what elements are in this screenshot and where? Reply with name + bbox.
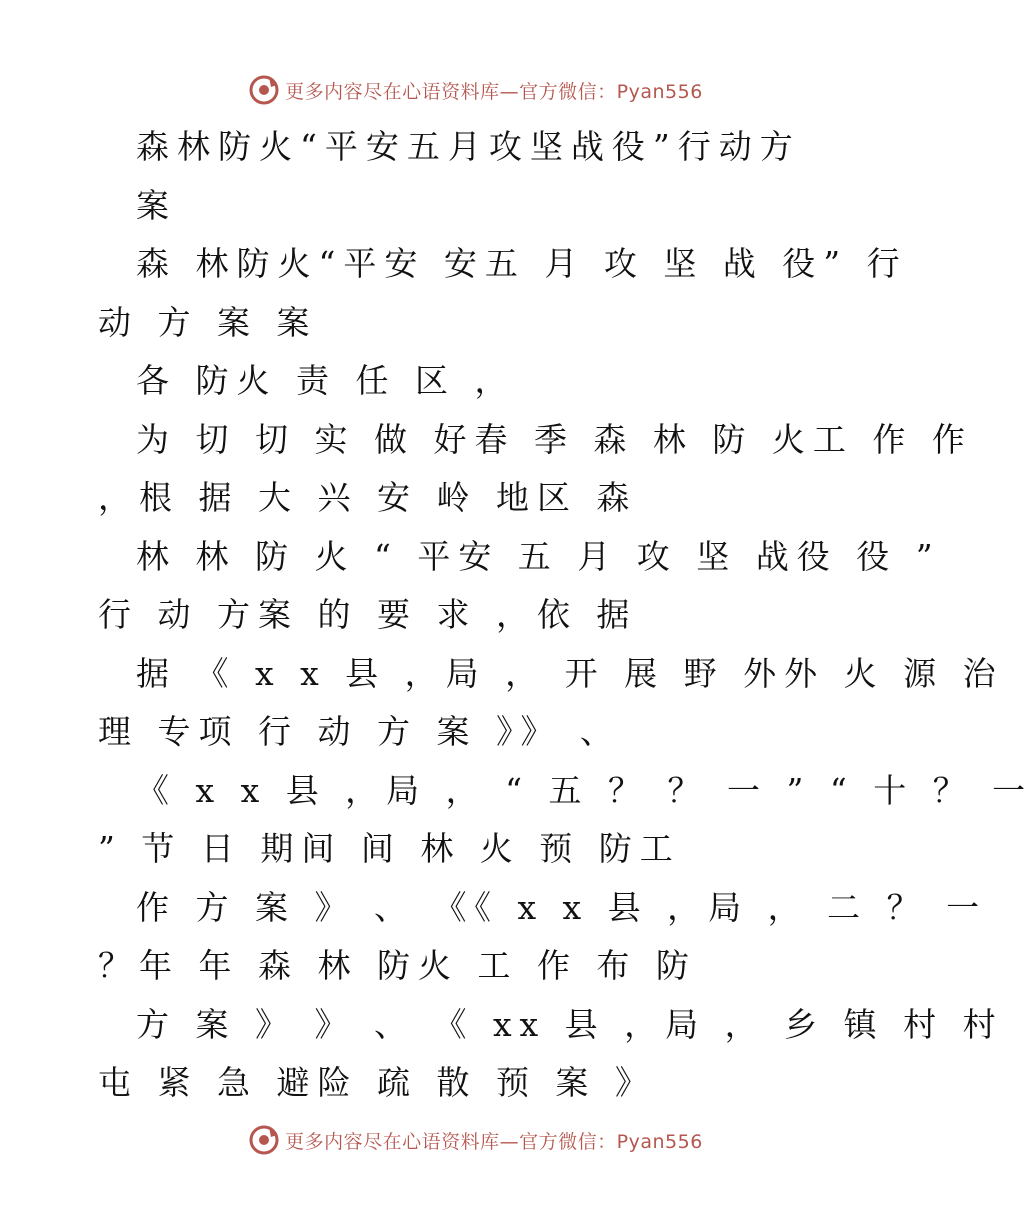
text-line: 《 x x 县 ，局 ， “ 五 ？ ？ 一 ” “ 十 ？ 一 — [136, 770, 1033, 810]
pen-circle-logo-icon — [247, 73, 281, 107]
text-line: 行 动 方案 的 要 求 ，依 据 — [98, 595, 638, 634]
document-body — [98, 118, 1033, 1113]
text-line: 森 林防火“平安 安五 月 攻 坚 战 役” 行 — [136, 244, 908, 283]
text-line: 各 防火 责 任 区 ， — [136, 361, 516, 400]
text-line: 屯 紧 急 避险 疏 散 预 案 》 — [98, 1063, 656, 1102]
pen-circle-logo-icon — [247, 1123, 281, 1157]
text-line: 理 专项 行 动 方 案 》》 、 — [98, 712, 621, 751]
header-watermark — [0, 72, 950, 108]
text-line: 林 林 防 火 “ 平安 五 月 攻 坚 战役 役 ” — [136, 536, 941, 576]
text-line: ，根 据 大 兴 安 岭 地区 森 — [98, 478, 638, 517]
watermark-text: 更多内容尽在心语资料库—官方微信：Pyan556 — [285, 80, 703, 103]
text-line: ？年 年 森 林 防火 工 作 布 防 — [98, 946, 697, 985]
text-line: 森林防火“平安五月攻坚战役”行动方 — [136, 127, 801, 166]
footer-watermark — [0, 1122, 950, 1158]
text-line: 动 方 案 案 — [98, 302, 318, 342]
text-line: 作 方 案 》 、 《《 x x 县 ，局 ， 二 ？ 一 — [136, 887, 988, 927]
watermark-text: 更多内容尽在心语资料库—官方微信：Pyan556 — [285, 1130, 703, 1153]
text-line: ” 节 日 期间 间 林 火 预 防工 — [98, 829, 681, 868]
text-line: 为 切 切 实 做 好春 季 森 林 防 火工 作 作 — [136, 419, 973, 459]
text-line: 方 案 》 》 、 《 xx 县 ，局 ， 乡 镇 村 村 — [136, 1004, 1004, 1044]
text-line: 据 《 x x 县 ，局 ， 开 展 野 外外 火 源 治 — [136, 653, 1004, 693]
text-line: 案 — [136, 185, 169, 225]
